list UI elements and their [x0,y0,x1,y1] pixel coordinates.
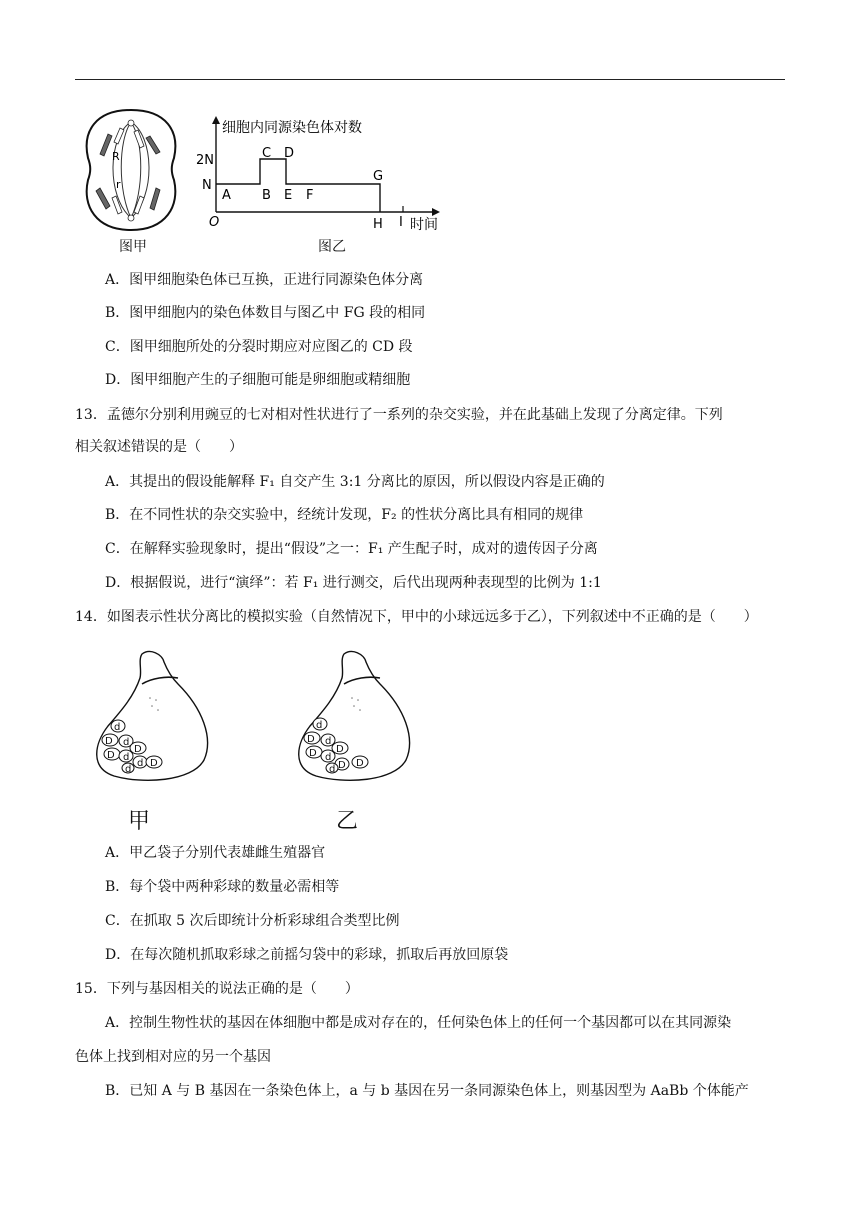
graph-caption: 图乙 [318,239,346,255]
cell-caption: 图甲 [119,239,147,255]
chromosomes-upper [100,120,160,156]
svg-text:d: d [137,758,144,769]
point-g: G [373,169,384,184]
svg-text:D: D [107,750,115,761]
svg-text:d: d [329,764,336,775]
q12-option-d: D．图甲细胞产生的子细胞可能是卵细胞或精细胞 [105,372,411,388]
q14-stem: 14．如图表示性状分离比的模拟实验（自然情况下，甲中的小球远远多于乙），下列叙述中不正确的是（ ） [75,609,758,625]
svg-text:D: D [134,744,142,755]
svg-text:D: D [336,744,344,755]
svg-text:d: d [316,720,323,731]
point-c: C [262,146,272,161]
q13-option-d: D．根据假说，进行“演绎”：若 F₁ 进行测交，后代出现两种表现型的比例为 1:1 [105,575,602,591]
point-h: H [373,217,383,232]
svg-text:D: D [356,758,364,769]
svg-text:d: d [123,737,130,748]
chromosomes-lower [96,188,160,221]
cell-diagram [78,106,184,236]
q12-option-b: B．图甲细胞内的染色体数目与图乙中 FG 段的相同 [105,305,426,321]
y-axis-arrow [212,116,220,124]
tick-n: N [202,178,212,193]
q12-option-a: A．图甲细胞染色体已互换，正进行同源染色体分离 [105,272,424,288]
q14-option-a: A．甲乙袋子分别代表雄雌生殖器官 [105,845,326,861]
allele-r-upper: R [112,150,120,163]
svg-text:d: d [325,736,332,747]
point-b: B [262,188,271,203]
x-axis-title: 时间 [410,217,438,233]
cell-outline [87,110,176,230]
y-axis-title: 细胞内同源染色体对数 [222,120,362,136]
svg-text:D: D [150,758,158,769]
header-rule [75,79,785,80]
svg-text:d: d [123,752,130,763]
q15-option-a-line1: A．控制生物性状的基因在体细胞中都是成对存在的，任何染色体上的任何一个基因都可以在其同源染 [105,1015,732,1031]
q15-option-b-line1: B．已知 A 与 B 基因在一条染色体上，a 与 b 基因在另一条同源染色体上，则基因型为 AaBb 个体能产 [105,1083,749,1099]
q14-option-c: C．在抓取 5 次后即统计分析彩球组合类型比例 [105,913,400,929]
q14-option-b: B．每个袋中两种彩球的数量必需相等 [105,879,340,895]
point-e: E [284,188,293,203]
q13-stem-line2: 相关叙述错误的是（ ） [75,439,243,455]
bag-left-dots [149,697,159,711]
data-line [216,159,380,212]
q15-stem: 15．下列与基因相关的说法正确的是（ ） [75,981,359,997]
point-f: F [306,188,314,203]
svg-text:D: D [309,748,317,759]
allele-r-lower: r [116,178,121,191]
bag-left [92,648,217,788]
point-i: I [399,215,403,230]
svg-text:D: D [307,734,315,745]
bag-left-caption: 甲 [128,809,151,834]
tick-2n: 2N [196,153,214,168]
q13-option-a: A．其提出的假设能解释 F₁ 自交产生 3:1 分离比的原因，所以假设内容是正确的 [105,474,605,490]
origin-label: O [209,215,220,230]
bag-right [294,648,419,788]
svg-text:D: D [105,736,113,747]
q13-option-c: C．在解释实验现象时，提出“假设”之一：F₁ 产生配子时，成对的遗传因子分离 [105,541,598,557]
svg-text:d: d [125,764,132,775]
q13-stem-line1: 13．孟德尔分别利用豌豆的七对相对性状进行了一系列的杂交实验，并在此基础上发现了分离定律。下列 [75,407,723,423]
point-d: D [284,146,295,161]
q14-option-d: D．在每次随机抓取彩球之前摇匀袋中的彩球，抓取后再放回原袋 [105,947,509,963]
bag-right-dots [351,697,361,711]
q15-option-a-line2: 色体上找到相对应的另一个基因 [75,1049,271,1065]
point-a: A [222,188,231,203]
q13-option-b: B．在不同性状的杂交实验中，经统计发现，F₂ 的性状分离比具有相同的规律 [105,507,584,523]
svg-text:d: d [114,722,121,733]
bag-right-caption: 乙 [336,809,359,834]
x-axis-arrow [432,208,440,216]
svg-text:D: D [338,760,346,771]
svg-text:d: d [325,752,332,763]
homolog-graph [190,112,450,234]
q12-option-c: C．图甲细胞所处的分裂时期应对应图乙的 CD 段 [105,339,413,355]
